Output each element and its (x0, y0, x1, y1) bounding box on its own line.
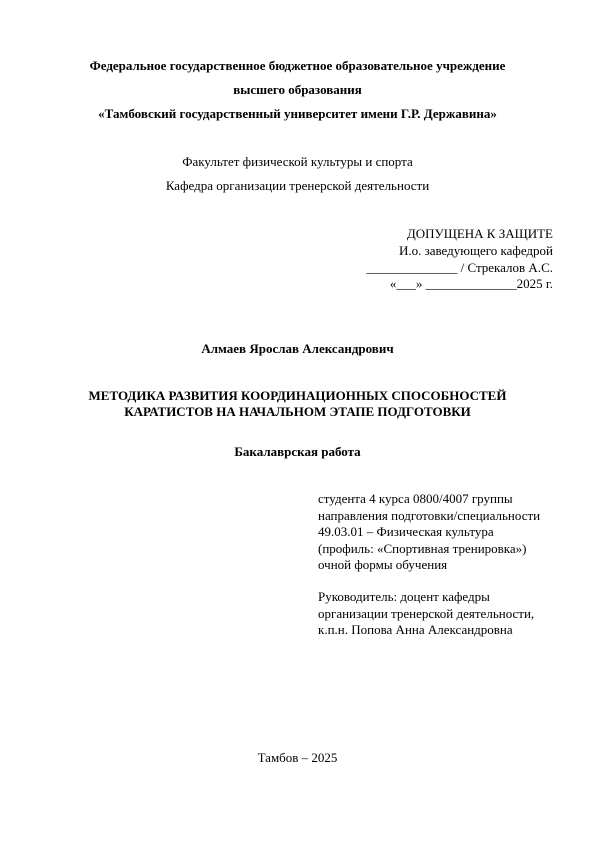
supervisor-line: Руководитель: доцент кафедры (318, 589, 490, 604)
approval-title: ДОПУЩЕНА К ЗАЩИТЕ (406, 226, 553, 241)
approval-signature-line: ______________ / Стрекалов А.С. (366, 260, 553, 275)
author-name: Алмаев Ярослав Александрович (201, 341, 394, 356)
student-info-line: (профиль: «Спортивная тренировка») (318, 541, 527, 556)
faculty-name: Факультет физической культуры и спорта (182, 154, 413, 169)
department-name: Кафедра организации тренерской деятельности (165, 178, 430, 193)
supervisor-line: к.п.н. Попова Анна Александровна (318, 622, 513, 637)
city-year: Тамбов – 2025 (257, 750, 338, 765)
thesis-title-line-2: КАРАТИСТОВ НА НАЧАЛЬНОМ ЭТАПЕ ПОДГОТОВКИ (124, 404, 471, 419)
student-info-line: студента 4 курса 0800/4007 группы (318, 491, 513, 506)
thesis-title-line-1: МЕТОДИКА РАЗВИТИЯ КООРДИНАЦИОННЫХ СПОСОБНОСТЕЙ (88, 388, 507, 403)
approval-date-line: «___» ______________2025 г. (389, 276, 553, 291)
approval-position: И.о. заведующего кафедрой (398, 243, 553, 258)
work-type: Бакалаврская работа (234, 444, 361, 459)
student-info-line: 49.03.01 – Физическая культура (318, 524, 494, 539)
student-info-line: направления подготовки/специальности (318, 508, 541, 523)
institution-line-1: Федеральное государственное бюджетное образовательное учреждение (89, 58, 506, 73)
institution-line-2: высшего образования (233, 82, 362, 97)
supervisor-line: организации тренерской деятельности, (318, 606, 535, 621)
university-name: «Тамбовский государственный университет имени Г.Р. Державина» (98, 106, 497, 121)
student-info-line: очной формы обучения (318, 557, 448, 572)
